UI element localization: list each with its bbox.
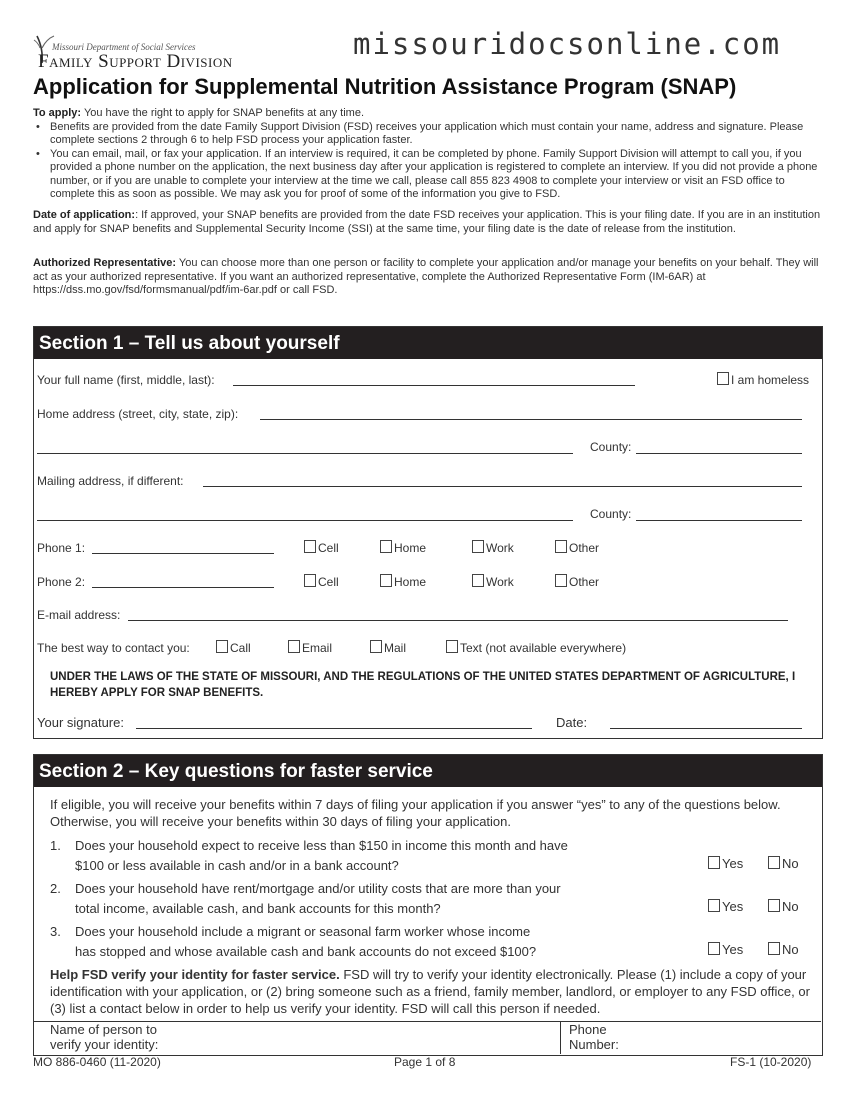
q1-yes-label: Yes <box>722 856 744 871</box>
q1-no-label: No <box>782 856 799 871</box>
question-2 <box>50 879 561 919</box>
q3-yes-option[interactable] <box>708 942 743 957</box>
contact-mail-checkbox[interactable] <box>370 640 382 653</box>
contact-call-checkbox[interactable] <box>216 640 228 653</box>
contact-text-label: Text (not available everywhere) <box>460 641 627 655</box>
full-name-input[interactable] <box>233 373 635 386</box>
mailing-input[interactable] <box>203 474 802 487</box>
rep-text: You can choose more than one person or facility to complete your application and/or manage your benefits on your behalf. They will act as your authorized representative. If you want an authorized representative, complete the Authorized Representative Form (IM-6AR) at https://dss.mo.gov/fsd/formsmanual/pdf/im-6ar.pdf or call FSD. <box>33 257 819 296</box>
phone2-other-checkbox[interactable] <box>555 574 567 587</box>
phone2-other-option[interactable] <box>555 574 599 589</box>
date-label: Date of application: <box>33 209 136 221</box>
bullet-2: • You can email, mail, or fax your application. If an interview is required, it can be completed by phone. Family Support Division will attempt to call you, if you provided a phone number on the application, the next business day after your application is registered to complete an interview. If you did not provide a phone number, or if you are unable to complete your interview at the time we call, please call 855 823 4908 to complete your interview or visit an FSD office to complete this as soon as possible. We may ask you for proof of some of the information you give to FSD. <box>36 147 818 200</box>
phone2-work-checkbox[interactable] <box>472 574 484 587</box>
verify-paragraph <box>50 966 815 1017</box>
page-title: Application for Supplemental Nutrition Assistance Program (SNAP) <box>33 74 737 99</box>
verify-name-label-2: verify your identity: <box>50 1037 159 1052</box>
q2-yes-checkbox[interactable] <box>708 899 720 912</box>
q1-yes-checkbox[interactable] <box>708 856 720 869</box>
phone2-input[interactable] <box>92 575 274 588</box>
home-address-input[interactable] <box>260 407 802 420</box>
phone1-label: Phone 1: <box>37 541 86 555</box>
phone1-other-option[interactable] <box>555 540 599 555</box>
bullet-2-text: You can email, mail, or fax your application. If an interview is required, it can be completed by phone. Family Support Division will attempt to call you, if you provided a phone number on the application, the next business day after your application is registered to complete an interview. If you did not provide a phone number, or if you are unable to complete your interview at the time we call, please call 855 823 4908 to complete your interview or visit an FSD office to complete this as soon as possible. We may ask you for proof of some of the information you give to FSD. <box>50 147 818 200</box>
phone2-cell-label: Cell <box>318 575 339 589</box>
question-2-line2: total income, available cash, and bank accounts for this month? <box>75 901 441 916</box>
home-address-label: Home address (street, city, state, zip): <box>37 407 239 421</box>
question-1 <box>50 836 568 876</box>
contact-label: The best way to contact you: <box>37 641 190 655</box>
apply-text: You have the right to apply for SNAP benefits at any time. <box>83 107 364 119</box>
verify-phone-label-1: Phone <box>569 1022 607 1037</box>
q1-yes-option[interactable] <box>708 856 743 871</box>
homeless-label: I am homeless <box>731 373 810 387</box>
phone1-work-option[interactable] <box>472 540 514 555</box>
email-label: E-mail address: <box>37 608 121 622</box>
footer-fs-number: FS-1 (10-2020) <box>730 1055 812 1069</box>
section-2-intro: If eligible, you will receive your benefits within 7 days of filing your application if you answer “yes” to any of the questions below. Otherwise, you will receive your benefits within 30 days of filing your application. <box>50 797 781 829</box>
phone1-home-checkbox[interactable] <box>380 540 392 553</box>
phone2-work-option[interactable] <box>472 574 514 589</box>
contact-call-label: Call <box>230 641 251 655</box>
phone1-work-checkbox[interactable] <box>472 540 484 553</box>
question-2-num: 2. <box>50 881 61 896</box>
phone1-work-label: Work <box>486 541 514 555</box>
q1-no-option[interactable] <box>768 856 799 871</box>
contact-call-option[interactable] <box>216 640 251 655</box>
q3-no-label: No <box>782 942 799 957</box>
contact-text-option[interactable] <box>446 640 626 655</box>
logo-department: Missouri Department of Social Services <box>52 42 196 52</box>
logo-division: Family Support Division <box>38 51 233 72</box>
bullet-1-text: Benefits are provided from the date Family Support Division (FSD) receives your application which must contain your name, address and signature. Please complete sections 2 through 6 to help FSD process your application faster. <box>50 120 804 146</box>
q2-yes-option[interactable] <box>708 899 743 914</box>
rep-label: Authorized Representative: <box>33 257 177 269</box>
signature-label: Your signature: <box>37 715 124 730</box>
contact-email-option[interactable] <box>288 640 332 655</box>
question-3-line1: Does your household include a migrant or seasonal farm worker whose income <box>75 924 531 939</box>
bullet-1: • Benefits are provided from the date Family Support Division (FSD) receives your application which must contain your name, address and signature. Please complete sections 2 through 6 to help FSD process your application faster. <box>36 120 804 146</box>
phone2-home-option[interactable] <box>380 574 426 589</box>
verify-name-label <box>50 1022 158 1052</box>
email-input[interactable] <box>128 608 788 621</box>
phone2-home-label: Home <box>394 575 427 589</box>
verify-bold: Help FSD verify your identity for faster service. <box>50 967 340 982</box>
phone1-input[interactable] <box>92 541 274 554</box>
contact-email-label: Email <box>302 641 333 655</box>
mailing-line2-input[interactable] <box>37 508 573 521</box>
phone1-cell-label: Cell <box>318 541 339 555</box>
question-3 <box>50 922 536 962</box>
q2-no-label: No <box>782 899 799 914</box>
footer-form-number: MO 886-0460 (11-2020) <box>33 1055 161 1069</box>
site-watermark: missouridocsonline.com <box>353 27 782 61</box>
full-name-label: Your full name (first, middle, last): <box>37 373 215 387</box>
question-1-num: 1. <box>50 838 61 853</box>
verify-row-divider <box>560 1021 561 1054</box>
rep-paragraph <box>33 257 823 298</box>
phone2-cell-checkbox[interactable] <box>304 574 316 587</box>
mailing-county-label: County: <box>590 507 632 521</box>
apply-paragraph <box>33 107 823 202</box>
phone2-work-label: Work <box>486 575 514 589</box>
q3-yes-checkbox[interactable] <box>708 942 720 955</box>
sign-date-label: Date: <box>556 715 588 730</box>
contact-email-checkbox[interactable] <box>288 640 300 653</box>
q2-no-checkbox[interactable] <box>768 899 780 912</box>
homeless-option[interactable] <box>717 372 809 387</box>
homeless-checkbox[interactable] <box>717 372 729 385</box>
date-text: : If approved, your SNAP benefits are provided from the date FSD receives your application. This is your filing date. If you are in an institution and apply for SNAP benefits and Supplemental Security Income (SSI) at the same time, your filing date is the date of release from the institution. <box>33 209 821 235</box>
sign-date-input[interactable] <box>610 716 802 729</box>
verify-name-label-1: Name of person to <box>50 1022 157 1037</box>
phone1-other-checkbox[interactable] <box>555 540 567 553</box>
date-paragraph <box>33 209 823 236</box>
mailing-label: Mailing address, if different: <box>37 474 184 488</box>
phone2-home-checkbox[interactable] <box>380 574 392 587</box>
question-3-num: 3. <box>50 924 61 939</box>
q3-no-option[interactable] <box>768 942 799 957</box>
phone2-cell-option[interactable] <box>304 574 339 589</box>
mailing-county-input[interactable] <box>636 508 802 521</box>
home-county-label: County: <box>590 440 632 454</box>
section-1-heading: Section 1 – Tell us about yourself <box>34 327 822 359</box>
phone1-other-label: Other <box>569 541 600 555</box>
phone1-cell-option[interactable] <box>304 540 339 555</box>
q2-yes-label: Yes <box>722 899 744 914</box>
q2-no-option[interactable] <box>768 899 799 914</box>
q3-yes-label: Yes <box>722 942 744 957</box>
question-1-line2: $100 or less available in cash and/or in a bank account? <box>75 858 399 873</box>
phone1-cell-checkbox[interactable] <box>304 540 316 553</box>
contact-mail-option[interactable] <box>370 640 406 655</box>
contact-mail-label: Mail <box>384 641 407 655</box>
question-2-line1: Does your household have rent/mortgage and/or utility costs that are more than your <box>75 881 561 896</box>
home-address-line2-input[interactable] <box>37 441 573 454</box>
q1-no-checkbox[interactable] <box>768 856 780 869</box>
phone2-label: Phone 2: <box>37 575 86 589</box>
phone1-home-label: Home <box>394 541 427 555</box>
verify-phone-label-2: Number: <box>569 1037 619 1052</box>
footer-page-number: Page 1 of 8 <box>394 1055 456 1069</box>
apply-label: To apply: <box>33 107 82 119</box>
verify-phone-label <box>569 1022 619 1052</box>
home-county-input[interactable] <box>636 441 802 454</box>
section-2-heading: Section 2 – Key questions for faster service <box>34 755 822 787</box>
q3-no-checkbox[interactable] <box>768 942 780 955</box>
contact-text-checkbox[interactable] <box>446 640 458 653</box>
phone1-home-option[interactable] <box>380 540 426 555</box>
declaration: UNDER THE LAWS OF THE STATE OF MISSOURI, AND THE REGULATIONS OF THE UNITED STATES DEPARTMENT OF AGRICULTURE, I HEREBY APPLY FOR SNAP BENEFITS. <box>50 671 796 699</box>
verify-text: FSD will try to verify your identity electronically. Please (1) include a copy of your identification with your application, or (2) bring someone such as a friend, family member, landlord, or employer to any FSD office, or (3) list a contact below in order to help us verify your identity. FSD will call this person if needed. <box>50 967 810 1016</box>
question-1-line1: Does your household expect to receive less than $150 in income this month and have <box>75 838 568 853</box>
question-3-line2: has stopped and whose available cash and bank accounts do not exceed $100? <box>75 944 537 959</box>
signature-input[interactable] <box>136 716 532 729</box>
phone2-other-label: Other <box>569 575 600 589</box>
